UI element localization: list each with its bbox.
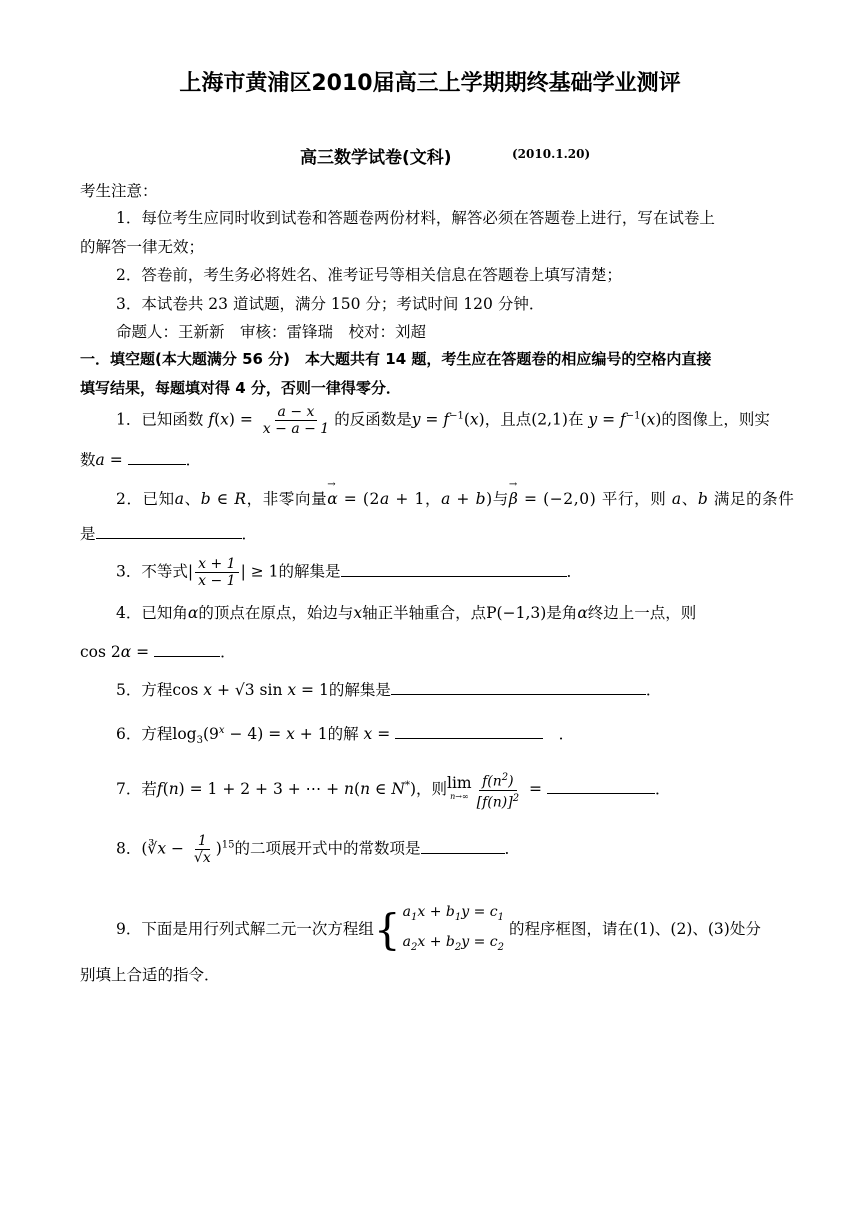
question-7: 7．若f(n) = 1 + 2 + 3 + ⋯ + n(n ∈ N*)，则 lim n→∞ $\frac{f(n^2)}{[f(n)]^2}$ = ． [116, 772, 671, 811]
question-2-text-3: 平行，则 [601, 490, 667, 508]
question-4-line-2: cos 2α = ． [80, 643, 236, 661]
question-9 [116, 900, 761, 960]
question-2-answer-blank[interactable] [96, 524, 242, 539]
question-9-suffix: 的程序框图，请在(1)、(2)、(3)处分 [508, 919, 761, 938]
notice-authors: 命题人：王新新 审核：雷锋瑞 校对：刘超 [116, 323, 427, 341]
question-1-mid: ，且点(2,1)在 [484, 410, 584, 429]
question-2-line-2-prefix: 是 [80, 525, 96, 543]
question-1-line-2-prefix: 数 [80, 451, 96, 469]
question-5: 5．方程cos x + √3 sin x = 1的解集是 ． [116, 681, 662, 699]
question-2-text-1: ，非零向量 [246, 490, 328, 508]
question-1-line-2: 数a = ． [80, 451, 202, 469]
exam-date: (2010.1.20) [512, 147, 591, 161]
question-6-prefix: 6．方程 [116, 725, 173, 743]
question-2: 2．已知a、b ∈ R，非零向量→ α = (2a + 1，a + b)与→ β = (−2,0) 平行，则 a、b 满足的条件 [116, 487, 794, 509]
notice-item-1-line-2: 的解答一律无效； [80, 238, 205, 256]
page-title: 上海市黄浦区2010届高三上学期期终基础学业测评 [179, 71, 681, 96]
question-3: 3．不等式| $\frac{x + 1}{x - 1}$ | ≥ 1的解集是 ． [116, 556, 583, 589]
question-9-line-2: 别填上合适的指令． [80, 966, 220, 984]
question-3-fraction: $\frac{x + 1}{x - 1}$ [195, 556, 238, 589]
question-4-text-1: 的顶点在原点，始边与 [198, 604, 354, 622]
alpha-vector-symbol: → α [327, 490, 338, 508]
question-7-mid: ，则 [416, 780, 448, 799]
notice-item-1-line-1: 1．每位考生应同时收到试卷和答题卷两份材料，解答必须在答题卷上进行，写在试卷上 [116, 209, 715, 227]
question-2-text-4: 满足的条件 [713, 490, 795, 508]
question-6-answer-blank[interactable] [395, 724, 543, 739]
question-2-line-2: 是 ． [80, 525, 258, 543]
section-1-heading-line-1: 一．填空题(本大题满分 56 分) 本大题共有 14 题，考生应在答题卷的相应编号的空格内直接 [80, 350, 712, 368]
notice-heading: 考生注意： [80, 182, 158, 200]
question-8: 8．(∛x − $\frac{1}{√x}$ )$^{15}$的二项展开式中的常数项是 ． [116, 833, 521, 866]
notice-item-2: 2．答卷前，考生务必将姓名、准考证号等相关信息在答题卷上填写清楚； [116, 266, 622, 284]
question-8-prefix: 8． [116, 839, 142, 858]
question-5-prefix: 5．方程 [116, 681, 173, 699]
question-1-fraction: $\frac{a - x}{x - a - 1}$ [262, 404, 330, 437]
question-6-suffix: 的解 [327, 725, 359, 743]
question-1-suffix: 的反函数是 [334, 410, 412, 429]
question-8-answer-blank[interactable] [421, 839, 505, 854]
question-4-text-2: 轴正半轴重合，点 [362, 604, 487, 622]
question-7-answer-blank[interactable] [547, 779, 655, 794]
question-1-tail: 的图像上，则实 [661, 410, 770, 429]
question-6: 6．方程$\log_3(9^x - 4) = x + 1$的解 x = ． [116, 724, 575, 747]
question-7-fraction: $\frac{f(n^2)}{[f(n)]^2}$ [476, 772, 520, 811]
question-9-equation-system: { $a_1x + b_1y = c_1$ $a_2x + b_2y = c_2$ [373, 904, 505, 954]
question-4-answer-blank[interactable] [154, 642, 220, 657]
question-3-suffix: 的解集是 [278, 562, 341, 581]
question-2-prefix: 2．已知 [116, 490, 175, 508]
question-3-answer-blank[interactable] [341, 562, 567, 577]
question-8-suffix: 的二项展开式中的常数项是 [234, 839, 421, 858]
notice-item-3: 3．本试卷共 23 道试题，满分 150 分；考试时间 120 分钟． [116, 295, 545, 313]
question-1-answer-blank[interactable] [128, 450, 186, 465]
question-8-fraction: $\frac{1}{√x}$ [193, 833, 211, 866]
beta-vector-symbol: → β [509, 490, 519, 508]
question-5-suffix: 的解集是 [328, 681, 391, 699]
question-4-text-4: 终边上一点，则 [587, 604, 697, 622]
question-4-prefix: 4．已知角 [116, 604, 188, 622]
question-9-prefix: 9．下面是用行列式解二元一次方程组 [116, 919, 374, 938]
section-1-heading-line-2: 填写结果，每题填对得 4 分，否则一律得零分． [80, 379, 401, 397]
question-3-prefix: 3．不等式 [116, 562, 188, 581]
question-1-prefix: 1．已知函数 [116, 410, 204, 429]
question-4-text-3: 是角 [546, 604, 578, 622]
question-7-limit: lim n→∞ [447, 774, 472, 802]
question-1: 1．已知函数 f(x) = $\frac{a - x}{x - a - 1}$ 的反函数是$y = f^{-1}(x)$，且点(2,1)在 $y = f^{-1}(x)$的图像上，则实 [116, 404, 770, 437]
question-2-text-2: 与 [492, 490, 509, 508]
question-7-prefix: 7．若 [116, 780, 157, 799]
exam-subtitle: 高三数学试卷(文科) [300, 148, 452, 168]
question-5-answer-blank[interactable] [391, 680, 646, 695]
question-4: 4．已知角α的顶点在原点，始边与x轴正半轴重合，点P(−1,3)是角α终边上一点，则 [116, 604, 697, 622]
